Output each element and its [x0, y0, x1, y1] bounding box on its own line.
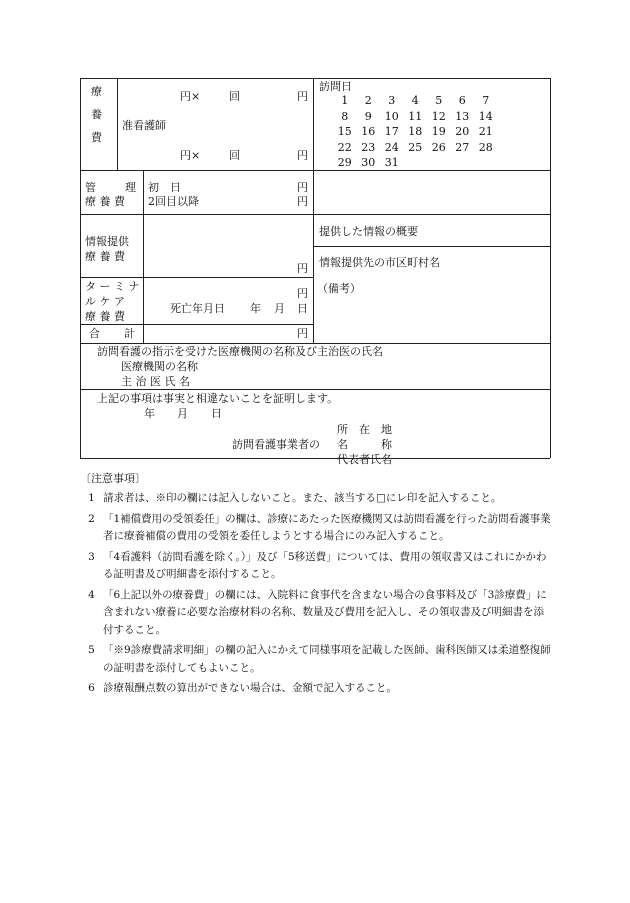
visit-day-6: 6 — [458, 94, 466, 107]
certify-name-label: 名 称 — [337, 438, 392, 451]
visit-day-28: 28 — [478, 140, 493, 154]
visit-day-7: 7 — [482, 94, 490, 107]
certify-statement: 上記の事項は事実と相違ないことを証明します。 — [97, 392, 339, 405]
terminal-death-label: 死亡年月日 — [170, 302, 225, 315]
joho-summary-label: 提供した情報の概要 — [319, 225, 418, 238]
ryoyohi-char-3: 費 — [91, 131, 102, 144]
ryoyohi-char-1: 療 — [91, 85, 102, 98]
joho-label-b: 療 養 費 — [85, 250, 125, 263]
total-label-b: 計 — [124, 327, 135, 340]
notes-section — [80, 471, 552, 698]
visit-day-14: 14 — [478, 109, 493, 123]
kanri-second-yen: 円 — [297, 195, 308, 208]
visit-day-26: 26 — [431, 140, 446, 154]
joho-yen: 円 — [297, 262, 308, 275]
note-text: 「6上記以外の療養費」の欄には、入院料に食事代を含まない場合の食事料及び「3診療費」に含まれない療養に必要な治療材料の名称、数量及び費用を記入し、その領収書及び明細書を添付すること。 — [103, 588, 547, 636]
note-number: 1 — [88, 492, 95, 504]
kanri-label-a2: 理 — [125, 181, 136, 194]
remarks-label: （備考） — [317, 282, 361, 295]
visit-day-10: 10 — [384, 109, 399, 123]
note-text: 「1補償費用の受領委任」の欄は、診療にあたった医療機関又は訪問看護を行った訪問看護事業者に療養補償の費用の受領を委任しようとする場合にのみ記入すること。 — [103, 512, 551, 542]
certify-year: 年 — [144, 407, 155, 420]
note-number: 4 — [88, 588, 95, 601]
ryoyohi-char-2: 養 — [91, 108, 102, 121]
note-item — [80, 642, 552, 677]
visit-day-15: 15 — [337, 125, 352, 138]
visit-day-21: 21 — [478, 125, 493, 138]
terminal-label-c: 療 養 費 — [85, 310, 125, 323]
visit-day-8: 8 — [341, 109, 349, 123]
visit-day-19: 19 — [431, 125, 446, 138]
total-label-a: 合 — [89, 327, 100, 340]
visit-day-24: 24 — [384, 140, 399, 154]
terminal-label-a: タ ー ミ ナ — [85, 280, 140, 293]
kanri-label-b: 療 養 費 — [85, 195, 125, 208]
visit-day-11: 11 — [408, 109, 423, 123]
visit-day-12: 12 — [431, 109, 446, 123]
row1-yen-times: 円× — [180, 90, 201, 103]
visit-day-2: 2 — [364, 94, 372, 107]
kanri-label-a1: 管 — [85, 181, 96, 194]
terminal-day: 日 — [297, 302, 308, 315]
certify-day: 日 — [211, 407, 222, 420]
note-text: 請求者は、※印の欄には記入しないこと。また、該当する□にレ印を記入すること。 — [103, 492, 502, 504]
visit-day-16: 16 — [361, 125, 376, 138]
instruction-title: 訪問看護の指示を受けた医療機関の名称及び主治医の氏名 — [97, 345, 383, 358]
certify-month: 月 — [177, 407, 188, 420]
certify-operator-label: 訪問看護事業者の — [232, 438, 320, 451]
instruction-doctor: 主 治 医 氏 名 — [121, 375, 190, 388]
instruction-institution: 医療機関の名称 — [121, 360, 198, 373]
joho-label-a: 情報提供 — [85, 235, 129, 248]
visit-day-29: 29 — [337, 156, 352, 169]
row2-yen-times: 円× — [180, 149, 201, 162]
visit-day-9: 9 — [364, 109, 372, 123]
visit-day-3: 3 — [388, 94, 396, 107]
kanri-first-yen: 円 — [297, 181, 308, 194]
visit-day-17: 17 — [384, 125, 399, 138]
visit-day-5: 5 — [435, 94, 443, 107]
kanri-second-day: 2回目以降 — [148, 195, 199, 208]
row2-kai: 回 — [229, 149, 240, 162]
terminal-year: 年 — [250, 302, 261, 315]
note-text: 診療報酬点数の算出ができない場合は、金額で記入すること。 — [103, 682, 397, 694]
note-text: 「※9診療費請求明細」の欄の記入にかえて同様事項を記載した医師、歯科医師又は柔道整復師の証明書を添付してもよいこと。 — [103, 644, 551, 674]
row1-yen: 円 — [297, 90, 308, 103]
visit-day-20: 20 — [455, 125, 470, 138]
joho-municipality-label: 情報提供先の市区町村名 — [319, 256, 440, 269]
note-item — [80, 587, 552, 640]
note-item — [80, 680, 552, 698]
note-item — [80, 511, 552, 546]
visit-day-13: 13 — [455, 109, 470, 123]
certify-address-label: 所 在 地 — [337, 423, 392, 436]
terminal-label-b: ル ケ ア — [85, 295, 125, 308]
note-text: 「4看護料（訪問看護を除く。）」及び「5移送費」については、費用の領収書又はこれにかかわる証明書及び明細書を添付すること。 — [103, 550, 547, 580]
visit-day-27: 27 — [455, 140, 470, 154]
kanri-first-day: 初 日 — [148, 181, 181, 194]
terminal-month: 月 — [274, 302, 285, 315]
note-number: 5 — [88, 644, 95, 656]
row1-kai: 回 — [229, 90, 240, 103]
visit-day-1: 1 — [341, 94, 349, 107]
note-item — [80, 490, 552, 508]
visit-day-22: 22 — [337, 140, 352, 154]
row2-yen: 円 — [297, 149, 308, 162]
visit-day-18: 18 — [408, 125, 423, 138]
jun-kangoshi-label: 准看護師 — [122, 119, 166, 132]
visit-day-label: 訪問日 — [319, 80, 352, 93]
visit-day-23: 23 — [361, 140, 376, 154]
visit-day-4: 4 — [411, 94, 419, 107]
visit-day-calendar — [333, 94, 498, 172]
visit-day-25: 25 — [408, 140, 423, 154]
note-item — [80, 549, 552, 584]
note-number: 2 — [88, 512, 95, 525]
certify-rep-label: 代表者氏名 — [337, 453, 392, 466]
visit-day-30: 30 — [361, 156, 376, 169]
note-number: 6 — [88, 682, 95, 694]
terminal-yen: 円 — [297, 287, 308, 300]
visit-day-31: 31 — [384, 156, 399, 169]
notes-title: 〔注意事項〕 — [80, 472, 146, 485]
total-yen: 円 — [297, 327, 308, 340]
note-number: 3 — [88, 550, 95, 563]
